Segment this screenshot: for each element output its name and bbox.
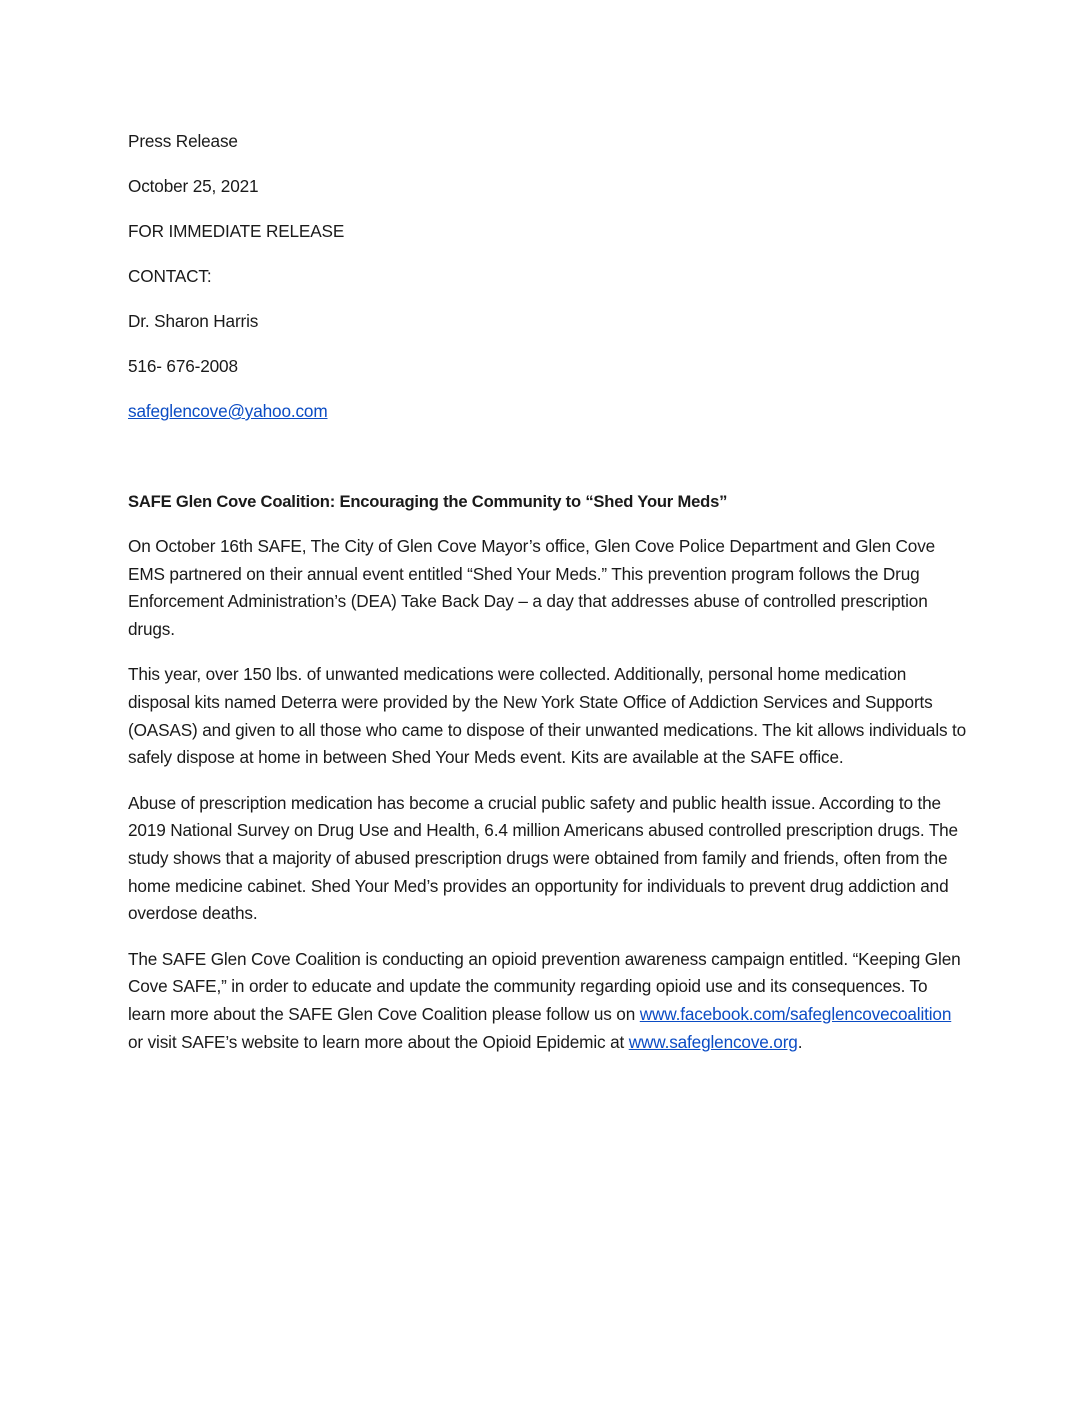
article-paragraph-2: This year, over 150 lbs. of unwanted medications were collected. Additionally, personal home medication disposal kits named Deterra were provided by the New York State Office of Addiction Services and Supports (OASAS) and given to all those who came to dispose of their unwanted medications. The kit allows individuals to safely dispose at home in between Shed Your Meds event. Kits are available at the SAFE office.	[128, 664, 967, 768]
document-type: Press Release	[128, 131, 238, 151]
paragraph-4-text-before: The SAFE Glen Cove Coalition is conducting an opioid prevention awareness campaign entitled. “Keeping Glen Cove SAFE,” in order to educate and update the community regarding opioid use and its consequences. To learn more about the SAFE Glen Cove Coalition please follow us on	[128, 948, 961, 1024]
contact-email-link[interactable]: safeglencove@yahoo.com	[128, 401, 328, 421]
paragraph-4-text-middle: or visit SAFE’s website to learn more about the Opioid Epidemic at	[128, 1003, 961, 1052]
website-link[interactable]: www.safeglencove.org	[628, 1031, 798, 1052]
section-spacer	[128, 425, 968, 488]
document-content	[128, 128, 968, 1074]
paragraph-4-text-end: .	[797, 1031, 803, 1052]
contact-email-line	[128, 398, 968, 425]
contact-label: CONTACT:	[128, 266, 212, 286]
facebook-link[interactable]: www.facebook.com/safeglencovecoalition	[639, 1003, 952, 1024]
contact-phone: 516- 676-2008	[128, 356, 238, 376]
release-notice: FOR IMMEDIATE RELEASE	[128, 221, 345, 241]
contact-name: Dr. Sharon Harris	[128, 311, 259, 331]
article-paragraph-1: On October 16th SAFE, The City of Glen Cove Mayor’s office, Glen Cove Police Department and Glen Cove EMS partnered on their annual event entitled “Shed Your Meds.” This prevention program follows the Drug Enforcement Administration’s (DEA) Take Back Day – a day that addresses abuse of controlled prescription drugs.	[128, 536, 936, 639]
release-date: October 25, 2021	[128, 176, 259, 196]
article-paragraph-3: Abuse of prescription medication has become a crucial public safety and public health issue. According to the 2019 National Survey on Drug Use and Health, 6.4 million Americans abused controlled prescription drugs. The study shows that a majority of abused prescription drugs were obtained from family and friends, often from the home medicine cabinet. Shed Your Med’s provides an opportunity for individuals to prevent drug addiction and overdose deaths.	[128, 792, 958, 924]
article-title: SAFE Glen Cove Coalition: Encouraging the Community to “Shed Your Meds”	[128, 492, 728, 511]
article-paragraph-4	[128, 946, 968, 1056]
